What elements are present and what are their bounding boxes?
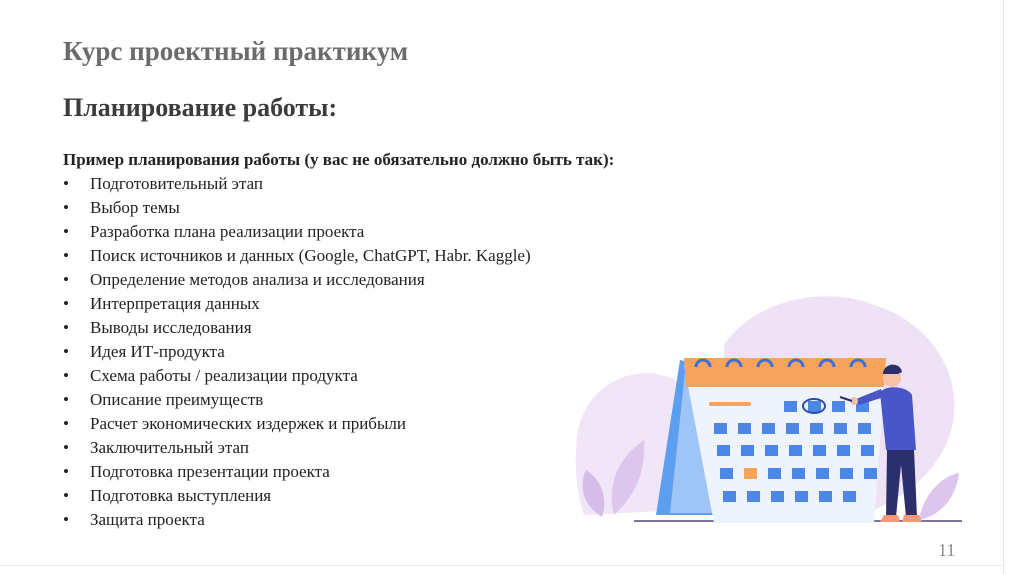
bullet: • — [63, 390, 69, 409]
list-item — [63, 412, 531, 436]
list-item — [63, 508, 531, 532]
list-item-text: Разработка плана реализации проекта — [90, 222, 365, 241]
bullet: • — [63, 318, 69, 337]
bullet: • — [63, 246, 69, 265]
bullet: • — [63, 462, 69, 481]
list-item-text: Описание преимуществ — [90, 390, 264, 409]
list-item — [63, 460, 531, 484]
list-item-text: Защита проекта — [90, 510, 205, 529]
bullet: • — [63, 414, 69, 433]
list-item-text: Определение методов анализа и исследования — [90, 270, 425, 289]
bullet: • — [63, 270, 69, 289]
calendar-planning-illustration — [574, 275, 966, 535]
list-item-text: Подготовка презентации проекта — [90, 462, 330, 481]
list-item — [63, 316, 531, 340]
list-item-text: Выводы исследования — [90, 318, 252, 337]
bullet: • — [63, 174, 69, 193]
bullet: • — [63, 438, 69, 457]
slide-subtitle: Планирование работы: — [63, 93, 338, 122]
list-item — [63, 172, 531, 196]
bullet: • — [63, 222, 69, 241]
bullet: • — [63, 366, 69, 385]
list-item-text: Подготовительный этап — [90, 174, 264, 193]
bullet: • — [63, 198, 69, 217]
list-item — [63, 268, 531, 292]
list-item-text: Расчет экономических издержек и прибыли — [90, 414, 406, 433]
list-item — [63, 436, 531, 460]
list-item-text: Заключительный этап — [90, 438, 249, 457]
list-item-text: Интерпретация данных — [90, 294, 260, 313]
list-item — [63, 364, 531, 388]
page-number: 11 — [938, 540, 956, 560]
list-item-text: Подготовка выступления — [90, 486, 272, 505]
slide-border-right — [1003, 0, 1004, 574]
steps-list — [63, 172, 531, 532]
list-item-text: Поиск источников и данных (Google, ChatGPT, Habr. Kaggle) — [90, 246, 531, 265]
highlighted-day — [744, 468, 757, 479]
bullet: • — [63, 510, 69, 529]
lead-text: Пример планирования работы (у вас не обязательно должно быть так): — [63, 150, 615, 169]
list-item-text: Выбор темы — [90, 198, 180, 217]
list-item — [63, 340, 531, 364]
list-item — [63, 244, 531, 268]
list-item — [63, 292, 531, 316]
calendar-header — [684, 358, 886, 387]
list-item-text: Идея ИТ-продукта — [90, 342, 225, 361]
slide-border-bottom — [0, 565, 1004, 566]
list-item — [63, 484, 531, 508]
list-item — [63, 220, 531, 244]
list-item — [63, 196, 531, 220]
bullet: • — [63, 342, 69, 361]
list-item-text: Схема работы / реализации продукта — [90, 366, 358, 385]
bullet: • — [63, 486, 69, 505]
slide-title: Курс проектный практикум — [63, 36, 409, 66]
list-item — [63, 388, 531, 412]
note-line — [709, 402, 751, 406]
bullet: • — [63, 294, 69, 313]
